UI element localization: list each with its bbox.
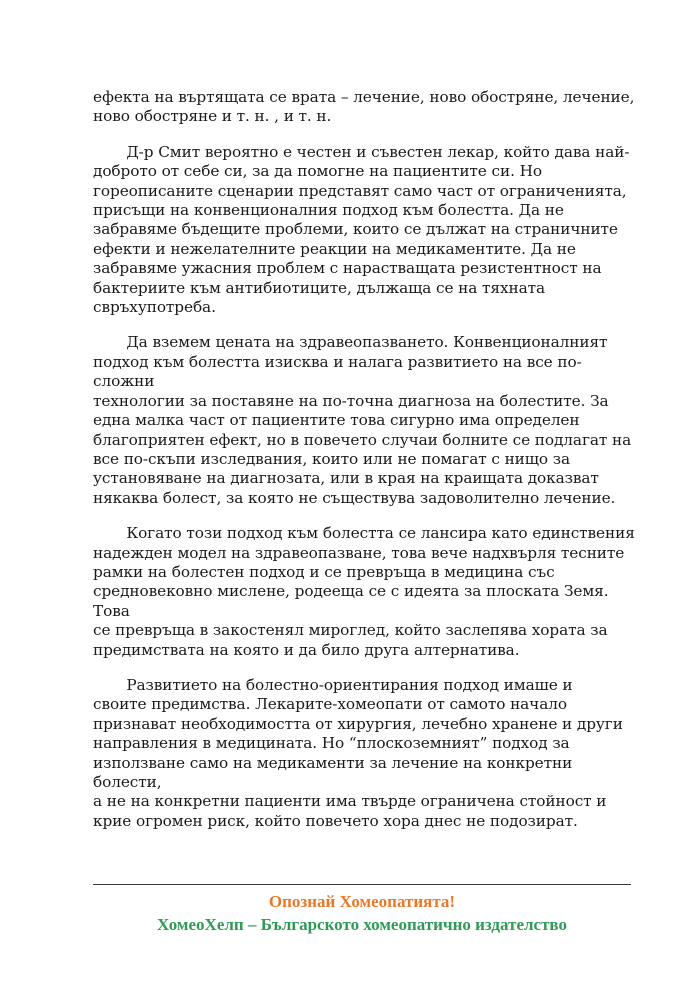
- footer-divider: [93, 884, 631, 885]
- page-body: [93, 88, 638, 847]
- paragraph-2: Д-р Смит вероятно е честен и съвестен лекар, който дава най- доброто от себе си, за да помогне на пациентите си. Но гореописаните сценарии представят само част от ограниченията, присъщи на конвенционалния подход към болестта. Да не забравяме бъдещите проблеми, които се дължат на страничните ефекти и нежелателните реакции на медикаментите. Да не забравяме ужасния проблем с нарастващата резистентност на бактериите към антибиотиците, дължаща се на тяхната свръхупотреба.: [93, 142, 630, 317]
- footer-slogan: Опознай Хомеопатията!: [268, 892, 456, 911]
- footer-publisher: ХомеоХелп – Българското хомеопатично издателство: [156, 915, 567, 934]
- paragraph-3: Да вземем цената на здравеопазването. Конвенционалният подход към болестта изисква и налага развитието на все по-сложни технологии за поставяне на по-точна диагноза на болестите. За една малка част от пациентите това сигурно има определен благоприятен ефект, но в повечето случаи болните се подлагат на все по-скъпи изследвания, които или не помагат с нищо за установяване на диагнозата, или в края на краищата доказват някаква болест, за която не съществува задоволително лечение.: [93, 333, 632, 507]
- paragraph-4: Когато този подход към болестта се лансира като единствения надежден модел на здравеопазване, това вече надхвърля тесните рамки на болестен подход и се превръща в медицина със средновековно мислене, родееща се с идеята за плоската Земя. Това се превръща в закостенял мироглед, който заслепява хората за предимствата на която и да било друга алтернатива.: [93, 524, 635, 659]
- paragraph-5: Развитието на болестно-ориентирания подход имаше и своите предимства. Лекарите-хомеопати от самото начало признават необходимостта от хирургия, лечебно хранене и други направления в медицината. Но “плоскоземният” подход за използване само на медикаменти за лечение на конкретни болести, а не на конкретни пациенти има твърде ограничена стойност и крие огромен риск, който повечето хора днес не подозират.: [93, 675, 623, 830]
- paragraph-1: ефекта на въртящата се врата – лечение, ново обостряне, лечение, ново обостряне и т. н. , и т. н.: [93, 88, 635, 126]
